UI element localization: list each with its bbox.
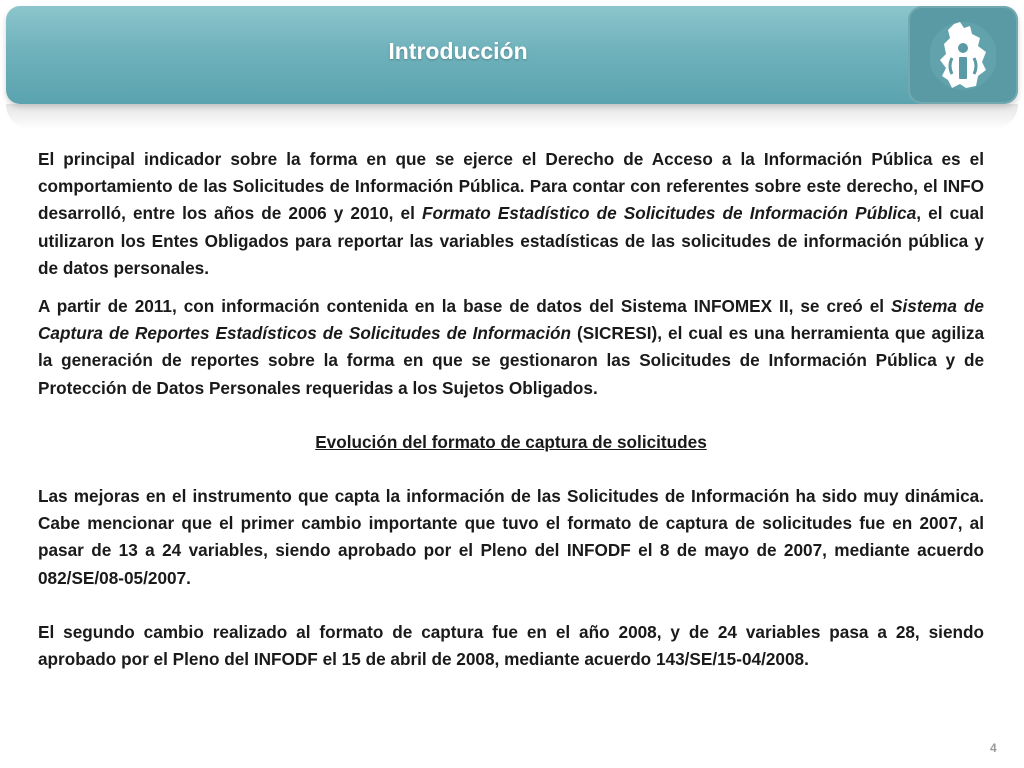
- page-number: 4: [990, 741, 997, 755]
- section-subheading: Evolución del formato de captura de solicitudes: [315, 431, 707, 452]
- paragraph-first-change: Las mejoras en el instrumento que capta la información de las Solicitudes de Información ha sido muy dinámica. Cabe mencionar que el primer cambio importante que tuvo el formato de captura de solicitudes fue en 2007, al pasar de 13 a 24 variables, siendo aprobado por el Pleno del INFODF el 8 de mayo de 2007, mediante acuerdo 082/SE/08-05/2007.: [38, 486, 984, 588]
- page-title: Introducción: [388, 38, 528, 64]
- logo-box: [908, 6, 1018, 104]
- paragraph-second-change: El segundo cambio realizado al formato de captura fue en el año 2008, y de 24 variables pasa a 28, siendo aprobado por el Pleno del INFODF el 15 de abril de 2008, mediante acuerdo 143/SE/15-04/2008.: [38, 621, 984, 670]
- header-shadow: [6, 104, 1018, 130]
- paragraph-intro: [38, 146, 984, 282]
- info-df-logo-icon: [930, 18, 996, 94]
- paragraph-sicresi-text-a: A partir de 2011, con información contenida en la base de datos del Sistema INFOMEX II, se creó el: [38, 296, 892, 317]
- paragraph-sicresi-italic: Sistema de Captura de Reportes Estadísticos de Solicitudes de Información: [38, 296, 984, 344]
- paragraph-intro-text-a: El principal indicador sobre la forma en que se ejerce el Derecho de Acceso a la Información Pública es el comportamiento de las Solicitudes de Información Pública. Para contar con referentes sobre este derecho, el INFO desarrolló, entre los años de 2006 y 2010, el: [38, 149, 984, 224]
- paragraph-sicresi-text-c: (SICRESI), el cual es una herramienta que agiliza la generación de reportes sobre la forma en que se gestionaron las Solicitudes de Información Pública y de Protección de Datos Personales requeridas a los Sujetos Obligados.: [38, 323, 984, 398]
- main-content: [38, 146, 984, 673]
- paragraph-intro-italic: Formato Estadístico de Solicitudes de Información Pública: [421, 203, 917, 224]
- paragraph-intro-text-c: , el cual utilizaron los Entes Obligados para reportar las variables estadísticas de las solicitudes de información pública y de datos personales.: [38, 203, 984, 278]
- paragraph-sicresi: [38, 293, 984, 402]
